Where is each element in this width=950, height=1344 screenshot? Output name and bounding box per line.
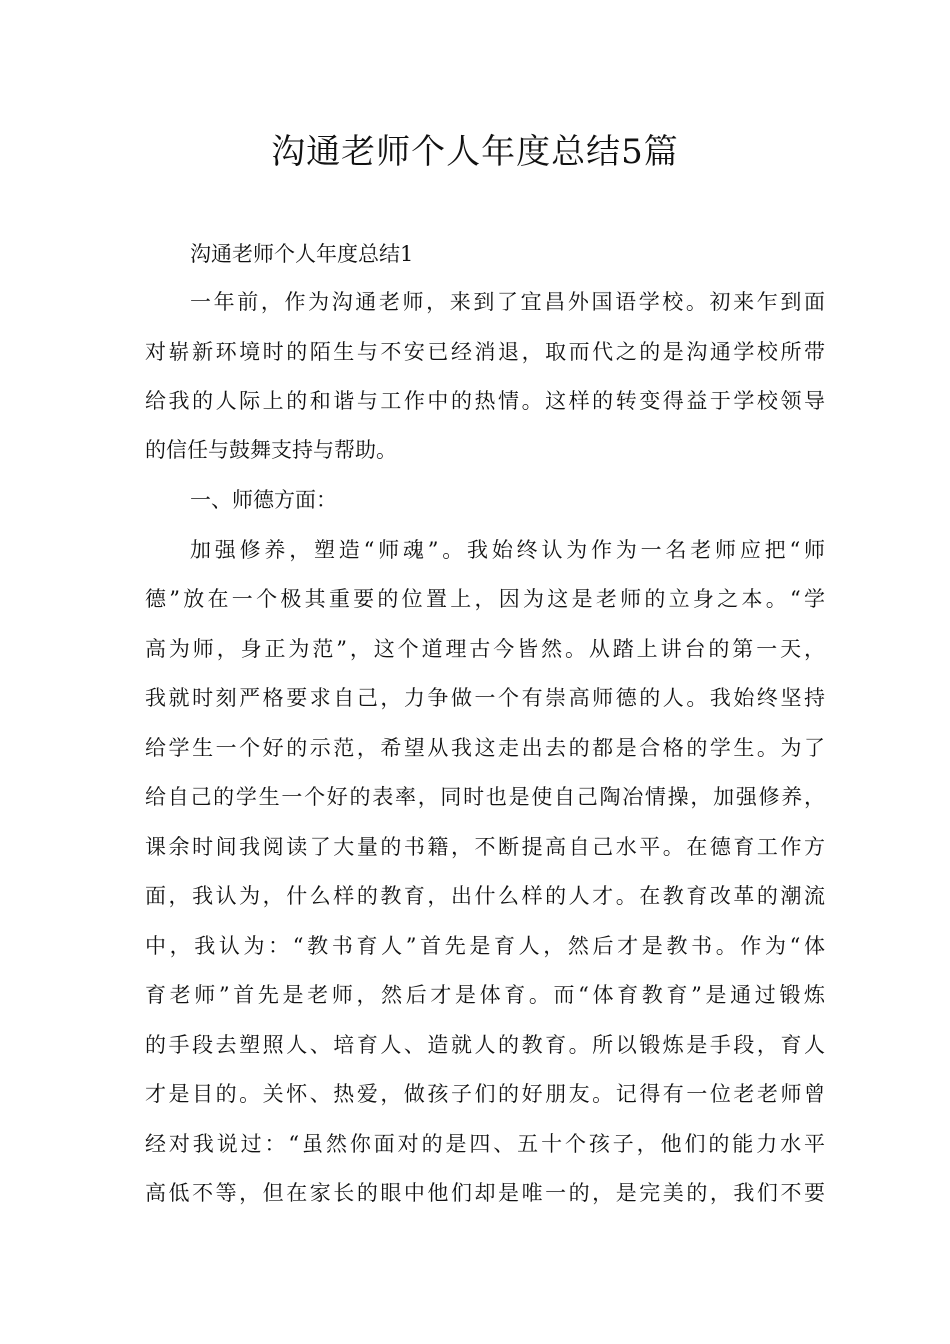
paragraph-line: 育老师”首先是老师，然后才是体育。而“体育教育”是通过锻炼 xyxy=(145,983,825,1007)
paragraph-line: 的手段去塑照人、培育人、造就人的教育。所以锻炼是手段，育人 xyxy=(145,1033,825,1057)
paragraph-line: 加强修养，塑造“师魂”。我始终认为作为一名老师应把“师 xyxy=(190,538,825,562)
paragraph-line: 才是目的。关怀、热爱，做孩子们的好朋友。记得有一位老老师曾 xyxy=(145,1082,825,1106)
paragraph-line: 经对我说过：“虽然你面对的是四、五十个孩子，他们的能力水平 xyxy=(145,1132,825,1156)
paragraph-line: 德”放在一个极其重要的位置上，因为这是老师的立身之本。“学 xyxy=(145,587,825,611)
section-heading-1: 沟通老师个人年度总结1 xyxy=(190,242,414,266)
paragraph-line: 面，我认为，什么样的教育，出什么样的人才。在教育改革的潮流 xyxy=(145,884,825,908)
section-heading-morality: 一、师德方面： xyxy=(190,488,337,512)
paragraph-line: 高低不等，但在家长的眼中他们却是唯一的，是完美的，我们不要 xyxy=(145,1181,825,1205)
paragraph-line: 的信任与鼓舞支持与帮助。 xyxy=(145,438,397,462)
paragraph-line: 给我的人际上的和谐与工作中的热情。这样的转变得益于学校领导 xyxy=(145,389,825,413)
paragraph-line: 中，我认为：“教书育人”首先是育人，然后才是教书。作为“体 xyxy=(145,934,825,958)
paragraph-line: 我就时刻严格要求自己，力争做一个有崇高师德的人。我始终坚持 xyxy=(145,686,825,710)
paragraph-line: 高为师，身正为范”，这个道理古今皆然。从踏上讲台的第一天， xyxy=(145,637,825,661)
paragraph-line: 给自己的学生一个好的表率，同时也是使自己陶冶情操，加强修养， xyxy=(145,785,825,809)
paragraph-line: 对崭新环境时的陌生与不安已经消退，取而代之的是沟通学校所带 xyxy=(145,340,825,364)
paragraph-line: 一年前，作为沟通老师，来到了宜昌外国语学校。初来乍到面 xyxy=(190,290,825,314)
paragraph-line: 给学生一个好的示范，希望从我这走出去的都是合格的学生。为了 xyxy=(145,736,825,760)
paragraph-line: 课余时间我阅读了大量的书籍，不断提高自己水平。在德育工作方 xyxy=(145,835,825,859)
document-title: 沟通老师个人年度总结5篇 xyxy=(271,132,679,172)
